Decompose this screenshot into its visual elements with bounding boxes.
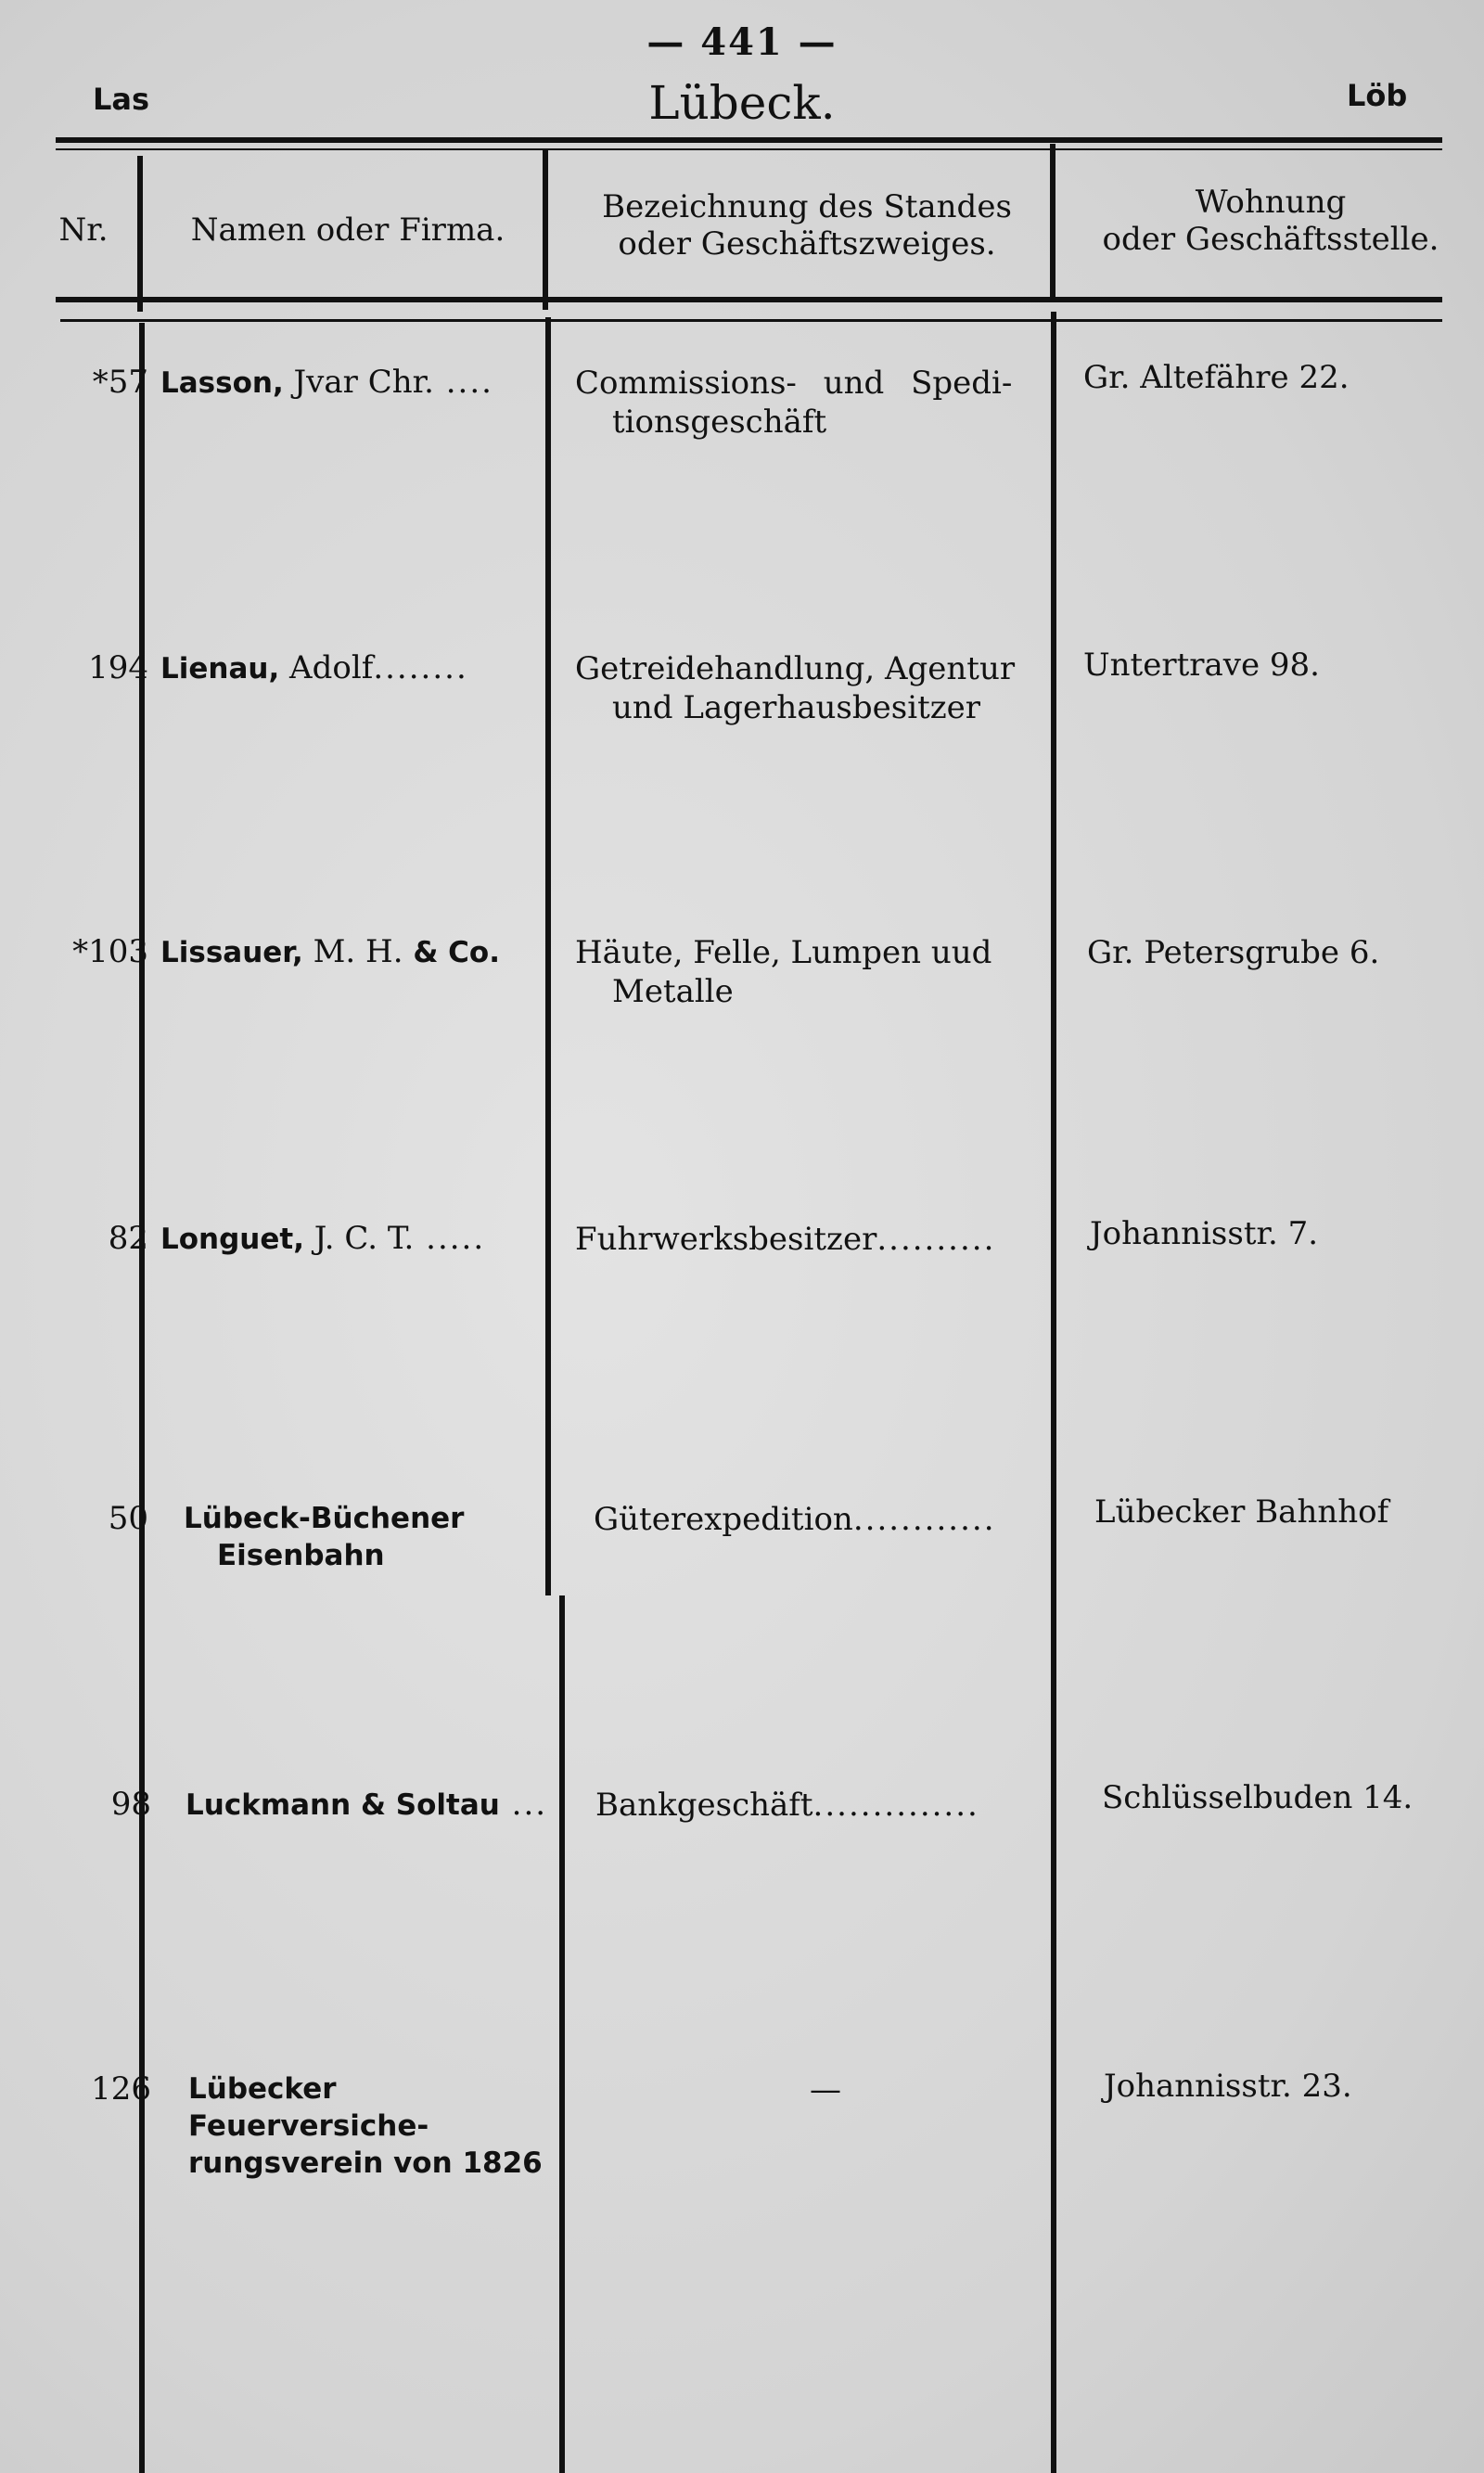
header-left-keyword: Las xyxy=(93,82,150,117)
entry-address: Gr. Petersgrube 6. xyxy=(1087,934,1380,971)
entry-name-rest: Jvar Chr. xyxy=(283,364,434,401)
entry-name-dots: ... xyxy=(499,1786,548,1823)
entry-name xyxy=(188,2070,578,2182)
top-rule-thin xyxy=(56,148,1442,150)
entry-number: 98 xyxy=(110,1786,151,1823)
entry-trade-line1: Getreidehandlung, Agentur xyxy=(575,650,1016,687)
entry-address: Schlüsselbuden 14. xyxy=(1102,1779,1414,1816)
column-header-address xyxy=(1067,184,1475,258)
column-header-address-line1: Wohnung xyxy=(1195,184,1347,221)
entry-name-bold-suffix: & Co. xyxy=(413,936,500,969)
entry-number: 194 xyxy=(88,649,148,686)
entry-trade-line1: Güterexpedition xyxy=(594,1501,853,1538)
header-divider-2 xyxy=(543,150,548,310)
entry-name-line1: Lübecker Feuerversiche- xyxy=(188,2072,429,2143)
header-rule-thick xyxy=(56,297,1442,302)
entry-name xyxy=(160,364,550,402)
entry-trade-line1: Häute, Felle, Lumpen uud xyxy=(575,934,992,971)
entry-name-line1: Lübeck-Büchener xyxy=(184,1502,465,1535)
column-header-address-line2: oder Geschäftsstelle. xyxy=(1102,221,1439,258)
column-header-trade xyxy=(556,188,1057,263)
entry-trade-dots: ............ xyxy=(852,1501,996,1538)
entry-address: Johannisstr. 7. xyxy=(1090,1215,1319,1252)
header-divider-3 xyxy=(1050,144,1055,301)
entry-number: *103 xyxy=(72,933,148,970)
entry-trade xyxy=(575,933,1053,1011)
entry-trade-line1: Bankgeschäft xyxy=(595,1787,813,1824)
entry-address: Lübecker Bahnhof xyxy=(1094,1493,1389,1531)
entry-trade-line2: Metalle xyxy=(612,973,734,1010)
body-divider-3 xyxy=(1051,312,1056,2473)
entry-number: 50 xyxy=(108,1500,148,1537)
entry-name-bold: Lienau, xyxy=(160,652,280,686)
entry-address: Johannisstr. 23. xyxy=(1104,2068,1352,2105)
entry-name-bold: Longuet, xyxy=(160,1223,304,1256)
body-divider-2b xyxy=(559,1595,565,2473)
entry-name-dots: ..... xyxy=(414,1220,486,1257)
header-rule-thin xyxy=(60,319,1442,322)
page-title: Lübeck. xyxy=(648,76,836,130)
entry-trade-line1: — xyxy=(810,2071,841,2108)
entry-trade-line2: tionsgeschäft xyxy=(612,404,827,441)
entry-number: 126 xyxy=(91,2070,151,2108)
entry-trade xyxy=(575,364,1053,442)
column-header-nr: Nr. xyxy=(58,211,109,249)
header-right-keyword: Löb xyxy=(1347,78,1408,113)
entry-address: Untertrave 98. xyxy=(1083,647,1320,684)
entry-trade-line1: Fuhrwerksbesitzer xyxy=(575,1221,877,1258)
entry-trade xyxy=(594,1500,1071,1539)
entry-name-bold: Lasson, xyxy=(160,366,284,400)
column-header-trade-line2: oder Geschäftszweiges. xyxy=(618,225,996,263)
entry-name xyxy=(186,1786,575,1824)
entry-address: Gr. Altefähre 22. xyxy=(1083,359,1350,396)
entry-name-line2: rungsverein von 1826 xyxy=(188,2146,543,2180)
entry-name-rest: J. C. T. xyxy=(304,1220,415,1257)
entry-number: 82 xyxy=(108,1220,148,1257)
entry-trade xyxy=(595,1786,1073,1825)
entry-name-dots: .... xyxy=(433,364,493,401)
page-number: — 441 — xyxy=(646,20,838,64)
entry-trade-dots: .......... xyxy=(876,1221,996,1258)
entry-name xyxy=(160,1220,550,1258)
entry-name xyxy=(184,1500,573,1574)
header-divider-1 xyxy=(137,156,143,312)
entry-name-bold: Luckmann & Soltau xyxy=(186,1788,500,1822)
entry-name-rest: M. H. xyxy=(302,933,414,970)
body-divider-1 xyxy=(139,323,145,2473)
entry-trade xyxy=(575,649,1053,727)
entry-name xyxy=(160,933,550,971)
top-rule-thick xyxy=(56,137,1442,143)
entry-trade-line1: Commissions- und Spedi- xyxy=(575,365,1013,402)
entry-trade-line2: und Lagerhausbesitzer xyxy=(612,689,981,726)
entry-number: *57 xyxy=(92,364,148,401)
entry-trade xyxy=(575,1220,1053,1259)
column-header-trade-line1: Bezeichnung des Standes xyxy=(602,188,1012,225)
entry-name-bold: Lissauer, xyxy=(160,936,303,969)
entry-name xyxy=(160,649,550,687)
entry-trade xyxy=(575,2070,1076,2109)
column-header-name: Namen oder Firma. xyxy=(190,211,505,249)
entry-name-rest: Adolf xyxy=(279,649,374,686)
entry-name-dots: ........ xyxy=(373,649,468,686)
entry-trade-dots: .............. xyxy=(812,1787,979,1824)
entry-name-line2: Eisenbahn xyxy=(217,1539,385,1572)
